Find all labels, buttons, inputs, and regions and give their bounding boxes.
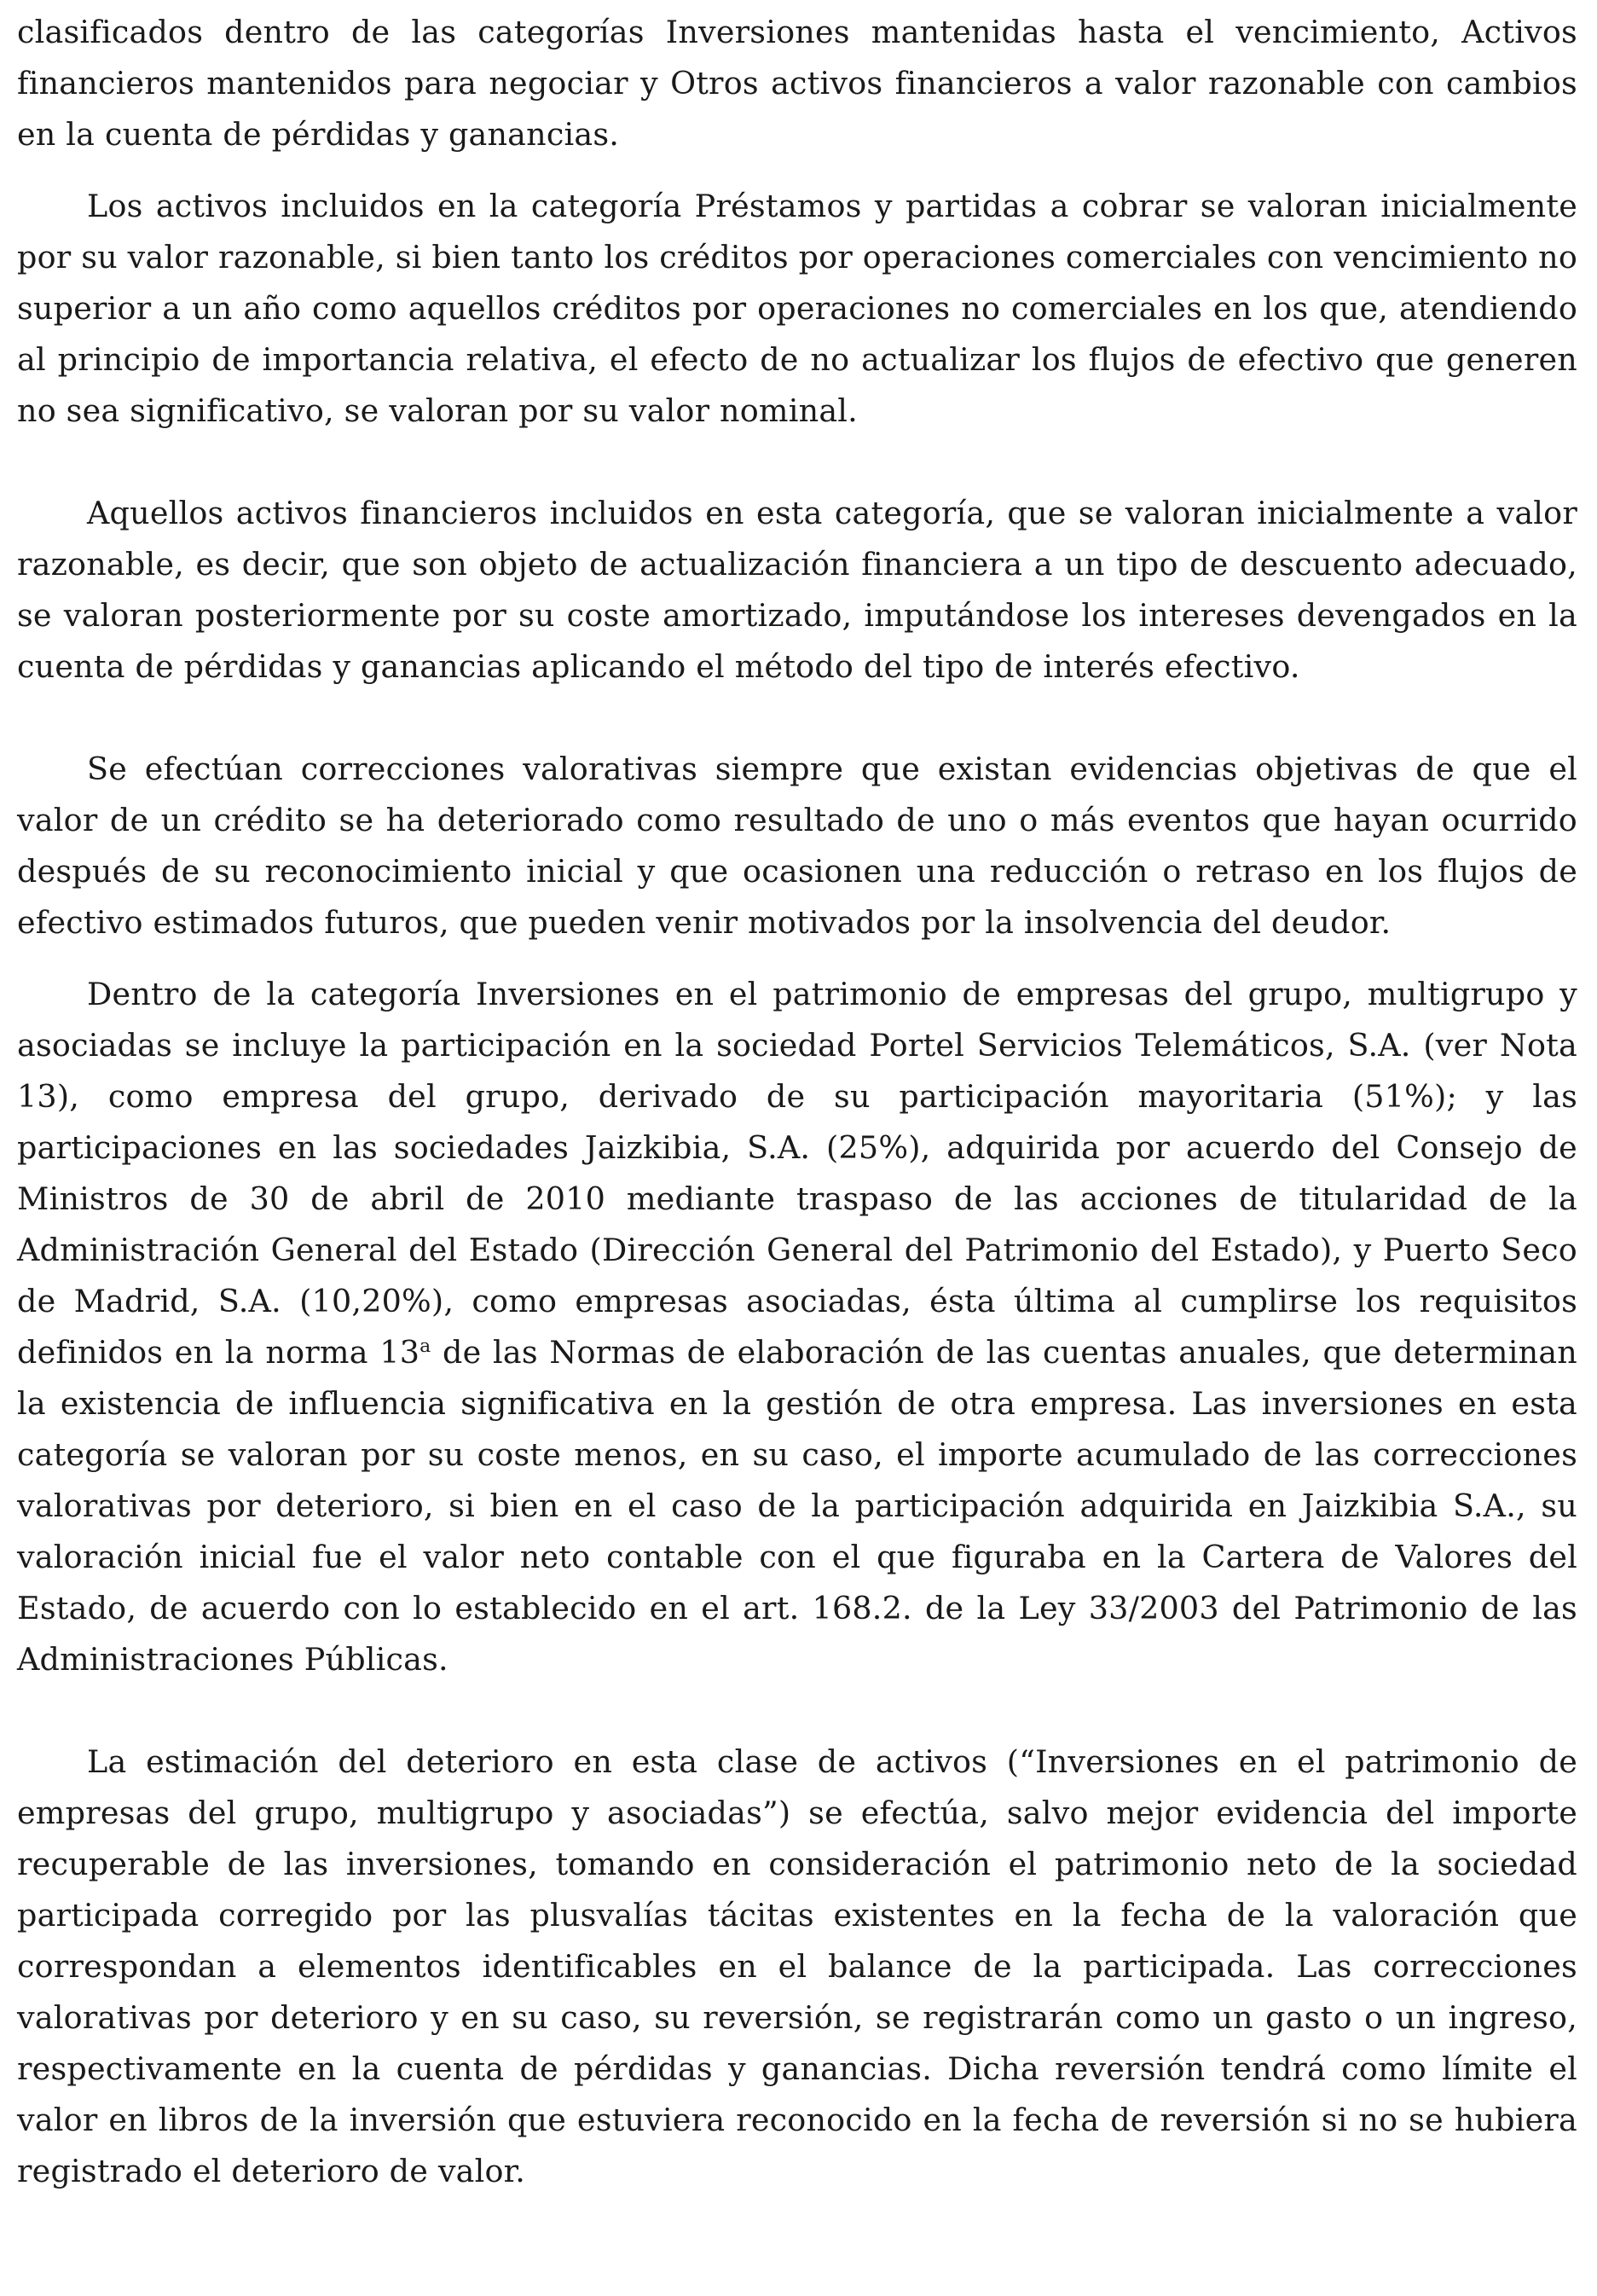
superscript-ordinal: a	[420, 1335, 431, 1357]
paragraph-deterioro: La estimación del deterioro en esta clase de activos (“Inversiones en el patrimonio de empresas del grupo, multigrupo y asociadas”) se efectúa, salvo mejor evidencia del importe recuperable de las inversiones, tomando en consideración el patrimonio neto de la sociedad participada corregido por las plusvalías tácitas existentes en la fecha de la valoración que correspondan a elementos identificables en el balance de la participada. Las correcciones valorativas por deterioro y en su caso, su reversión, se registrarán como un gasto o un ingreso, respectivamente en la cuenta de pérdidas y ganancias. Dicha reversión tendrá como límite el valor en libros de la inversión que estuviera reconocido en la fecha de reversión si no se hubiera registrado el deterioro de valor.	[17, 1743, 1577, 2189]
paragraph-correcciones: Se efectúan correcciones valorativas siempre que existan evidencias objetivas de que el valor de un crédito se ha deteriorado como resultado de uno o más eventos que hayan ocurrido después de su reconocimiento inicial y que ocasionen una reducción o retraso en los flujos de efectivo estimados futuros, que pueden venir motivados por la insolvencia del deudor.	[17, 751, 1577, 941]
document-page	[17, 7, 1577, 2197]
paragraph-prestamos: Los activos incluidos en la categoría Préstamos y partidas a cobrar se valoran inicialmente por su valor razonable, si bien tanto los créditos por operaciones comerciales con vencimiento no superior a un año como aquellos créditos por operaciones no comerciales en los que, atendiendo al principio de importancia relativa, el efecto de no actualizar los flujos de efectivo que generen no sea significativo, se valoran por su valor nominal.	[17, 188, 1577, 429]
paragraph-coste-amortizado: Aquellos activos financieros incluidos en esta categoría, que se valoran inicialmente a valor razonable, es decir, que son objeto de actualización financiera a un tipo de descuento adecuado, se valoran posteriormente por su coste amortizado, imputándose los intereses devengados en la cuenta de pérdidas y ganancias aplicando el método del tipo de interés efectivo.	[17, 495, 1577, 685]
paragraph-inversiones-grupo-part2: de las Normas de elaboración de las cuentas anuales, que determinan la existencia de influencia significativa en la gestión de otra empresa. Las inversiones en esta categoría se valoran por su coste menos, en su caso, el importe acumulado de las correcciones valorativas por deterioro, si bien en el caso de la participación adquirida en Jaizkibia S.A., su valoración inicial fue el valor neto contable con el que figuraba en la Cartera de Valores del Estado, de acuerdo con lo establecido en el art. 168.2. de la Ley 33/2003 del Patrimonio de las Administraciones Públicas.	[17, 1334, 1577, 1678]
paragraph-inversiones-grupo	[17, 969, 1577, 1685]
paragraph-inversiones-grupo-part1: Dentro de la categoría Inversiones en el patrimonio de empresas del grupo, multigrupo y asociadas se incluye la participación en la sociedad Portel Servicios Telemáticos, S.A. (ver Nota 13), como empresa del grupo, derivado de su participación mayoritaria (51%); y las participaciones en las sociedades Jaizkibia, S.A. (25%), adquirida por acuerdo del Consejo de Ministros de 30 de abril de 2010 mediante traspaso de las acciones de titularidad de la Administración General del Estado (Dirección General del Patrimonio del Estado), y Puerto Seco de Madrid, S.A. (10,20%), como empresas asociadas, ésta última al cumplirse los requisitos definidos en la norma 13	[17, 976, 1577, 1371]
paragraph-continuation: clasificados dentro de las categorías Inversiones mantenidas hasta el vencimiento, Activos financieros mantenidos para negociar y Otros activos financieros a valor razonable con cambios en la cuenta de pérdidas y ganancias.	[17, 14, 1577, 153]
